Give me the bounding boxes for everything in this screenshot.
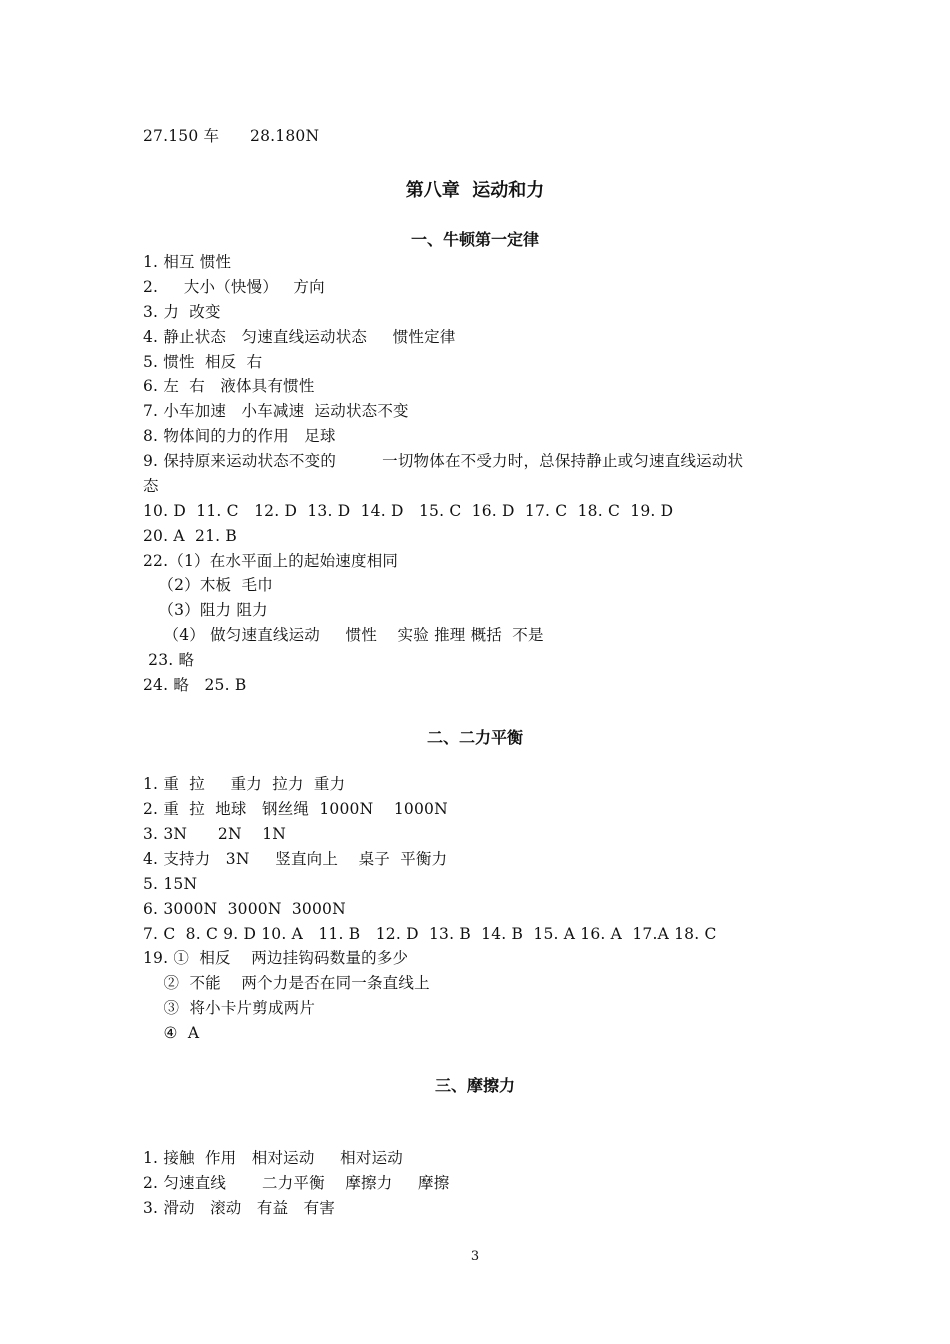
answer-line: （3）阻力 阻力 <box>143 601 268 619</box>
answer-line: 1. 重 拉 重力 拉力 重力 <box>143 775 346 793</box>
answer-line: 7. 小车加速 小车减速 运动状态不变 <box>143 402 409 420</box>
answer-line: 2. 重 拉 地球 钢丝绳 1000N 1000N <box>143 800 448 818</box>
page-number: 3 <box>470 1249 480 1264</box>
answer-line: （2）木板 毛巾 <box>143 576 273 594</box>
answer-line: 23. 略 <box>143 651 195 669</box>
answer-line: 24. 略 25. B <box>143 676 247 694</box>
answer-line: 2. 匀速直线 二力平衡 摩擦力 摩擦 <box>143 1174 450 1192</box>
answer-line: 1. 相互 惯性 <box>143 253 232 271</box>
answer-line: 1. 接触 作用 相对运动 相对运动 <box>143 1149 403 1167</box>
answer-line: ② 不能 两个力是否在同一条直线上 <box>143 974 430 992</box>
section-title-2: 二、二力平衡 <box>426 728 523 747</box>
answer-line: ④ A <box>143 1024 200 1042</box>
answer-line: 8. 物体间的力的作用 足球 <box>143 427 336 445</box>
answer-line: 4. 支持力 3N 竖直向上 桌子 平衡力 <box>143 850 448 868</box>
answer-line: 3. 滑动 滚动 有益 有害 <box>143 1199 336 1217</box>
answer-line-top: 27.150 车 28.180N <box>143 127 320 145</box>
answer-line: 5. 惯性 相反 右 <box>143 353 263 371</box>
answer-line: 22.（1）在水平面上的起始速度相同 <box>143 552 399 570</box>
answer-line: 2. 大小（快慢） 方向 <box>143 278 325 296</box>
answer-line: 10. D 11. C 12. D 13. D 14. D 15. C 16. D 17. C 18. C 19. D <box>143 502 674 520</box>
answer-line: （4） 做匀速直线运动 惯性 实验 推理 概括 不是 <box>143 626 544 644</box>
answer-line: 9. 保持原来运动状态不变的 一切物体在不受力时，总保持静止或匀速直线运动状 <box>143 452 744 470</box>
chapter-title: 第八章 运动和力 <box>405 180 545 201</box>
answer-line: 19. ① 相反 两边挂钩码数量的多少 <box>143 949 409 967</box>
answer-line: 6. 3000N 3000N 3000N <box>143 900 346 918</box>
answer-line: 3. 3N 2N 1N <box>143 825 287 843</box>
answer-line: 20. A 21. B <box>143 527 237 545</box>
answer-line: 7. C 8. C 9. D 10. A 11. B 12. D 13. B 14. B 15. A 16. A 17.A 18. C <box>143 925 717 943</box>
answer-line: ③ 将小卡片剪成两片 <box>143 999 316 1017</box>
section-title-1: 一、牛顿第一定律 <box>410 230 539 249</box>
answer-line: 3. 力 改变 <box>143 303 221 321</box>
answer-line: 6. 左 右 液体具有惯性 <box>143 377 315 395</box>
answer-line: 态 <box>143 477 159 495</box>
section-title-3: 三、摩擦力 <box>434 1076 515 1095</box>
answer-line: 5. 15N <box>143 875 198 893</box>
answer-line: 4. 静止状态 匀速直线运动状态 惯性定律 <box>143 328 456 346</box>
